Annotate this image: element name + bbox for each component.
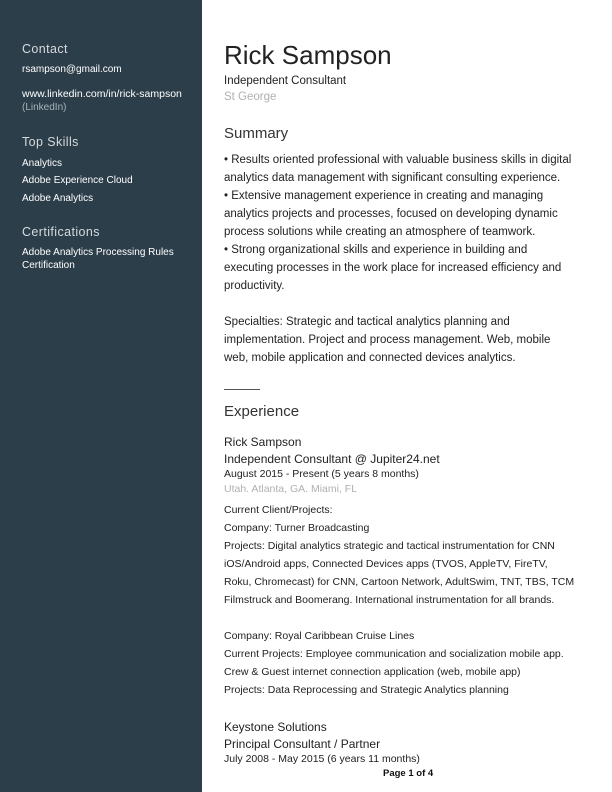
summary-line: executing processes in the work place for increased efficiency and — [224, 262, 562, 274]
summary-line: implementation. Project and process management. Web, mobile — [224, 334, 551, 346]
certifications-heading: Certifications — [22, 225, 100, 239]
top-skills-heading: Top Skills — [22, 135, 79, 149]
skill-item: Adobe Analytics — [22, 193, 94, 204]
description-line: Current Client/Projects: — [224, 504, 333, 516]
skill-item: Analytics — [22, 158, 63, 169]
contact-heading: Contact — [22, 42, 68, 56]
section-divider — [224, 389, 260, 390]
job-description — [224, 501, 594, 699]
description-line: Roku, Chromecast) for CNN, Cartoon Network, AdultSwim, TNT, TBS, TCM — [224, 576, 575, 588]
skill-item: Adobe Experience Cloud — [22, 175, 133, 186]
summary-title: Summary — [224, 125, 289, 142]
certification-line: Certification — [22, 260, 75, 271]
experience-title: Experience — [224, 403, 300, 420]
job-location: Utah. Atlanta, GA. Miami, FL — [224, 483, 358, 495]
linkedin-label: (LinkedIn) — [22, 102, 67, 113]
summary-line: productivity. — [224, 280, 285, 292]
description-line: Crew & Guest internet connection application (web, mobile app) — [224, 666, 521, 678]
certification-item — [22, 246, 174, 272]
description-line: Current Projects: Employee communication and socialization mobile app. — [224, 648, 564, 660]
summary-line: process solutions while creating an atmosphere of teamwork. — [224, 226, 536, 238]
page-number: Page 1 of 4 — [383, 768, 434, 779]
certification-line: Adobe Analytics Processing Rules — [22, 247, 174, 258]
description-line: Company: Royal Caribbean Cruise Lines — [224, 630, 415, 642]
summary-line: web, mobile application and connected devices analytics. — [224, 352, 516, 364]
job-title: Independent Consultant @ Jupiter24.net — [224, 452, 440, 466]
summary-line: Specialties: Strategic and tactical analytics planning and — [224, 316, 510, 328]
job-dates: August 2015 - Present (5 years 8 months) — [224, 468, 419, 480]
summary-line: analytics projects and processes, focused on developing dynamic — [224, 208, 558, 220]
sidebar — [0, 0, 202, 792]
job-company: Rick Sampson — [224, 435, 302, 449]
description-line: Filmstruck and Boomerang. International instrumentation for all brands. — [224, 594, 555, 606]
summary-line: • Strong organizational skills and experience in building and — [224, 244, 528, 256]
description-line: Projects: Digital analytics strategic and tactical instrumentation for CNN — [224, 540, 555, 552]
job-dates: July 2008 - May 2015 (6 years 11 months) — [224, 753, 420, 765]
summary-line: • Results oriented professional with valuable business skills in digital — [224, 154, 572, 166]
email-link[interactable]: rsampson@gmail.com — [22, 64, 122, 75]
description-line: Company: Turner Broadcasting — [224, 522, 370, 534]
job-title: Principal Consultant / Partner — [224, 737, 381, 751]
linkedin-link[interactable]: www.linkedin.com/in/rick-sampson — [22, 88, 182, 100]
summary-line: • Extensive management experience in creating and managing — [224, 190, 544, 202]
job-company: Keystone Solutions — [224, 720, 327, 734]
summary-line — [224, 295, 592, 313]
description-line: Projects: Data Reprocessing and Strategic Analytics planning — [224, 684, 509, 696]
description-line — [224, 609, 594, 627]
summary-body — [224, 151, 592, 367]
summary-line: analytics data management with significant consulting experience. — [224, 172, 561, 184]
headline: Independent Consultant — [224, 75, 347, 87]
person-name: Rick Sampson — [224, 40, 392, 70]
description-line: iOS/Android apps, Connected Devices apps (TVOS, AppleTV, FireTV, — [224, 558, 548, 570]
location: St George — [224, 91, 277, 103]
